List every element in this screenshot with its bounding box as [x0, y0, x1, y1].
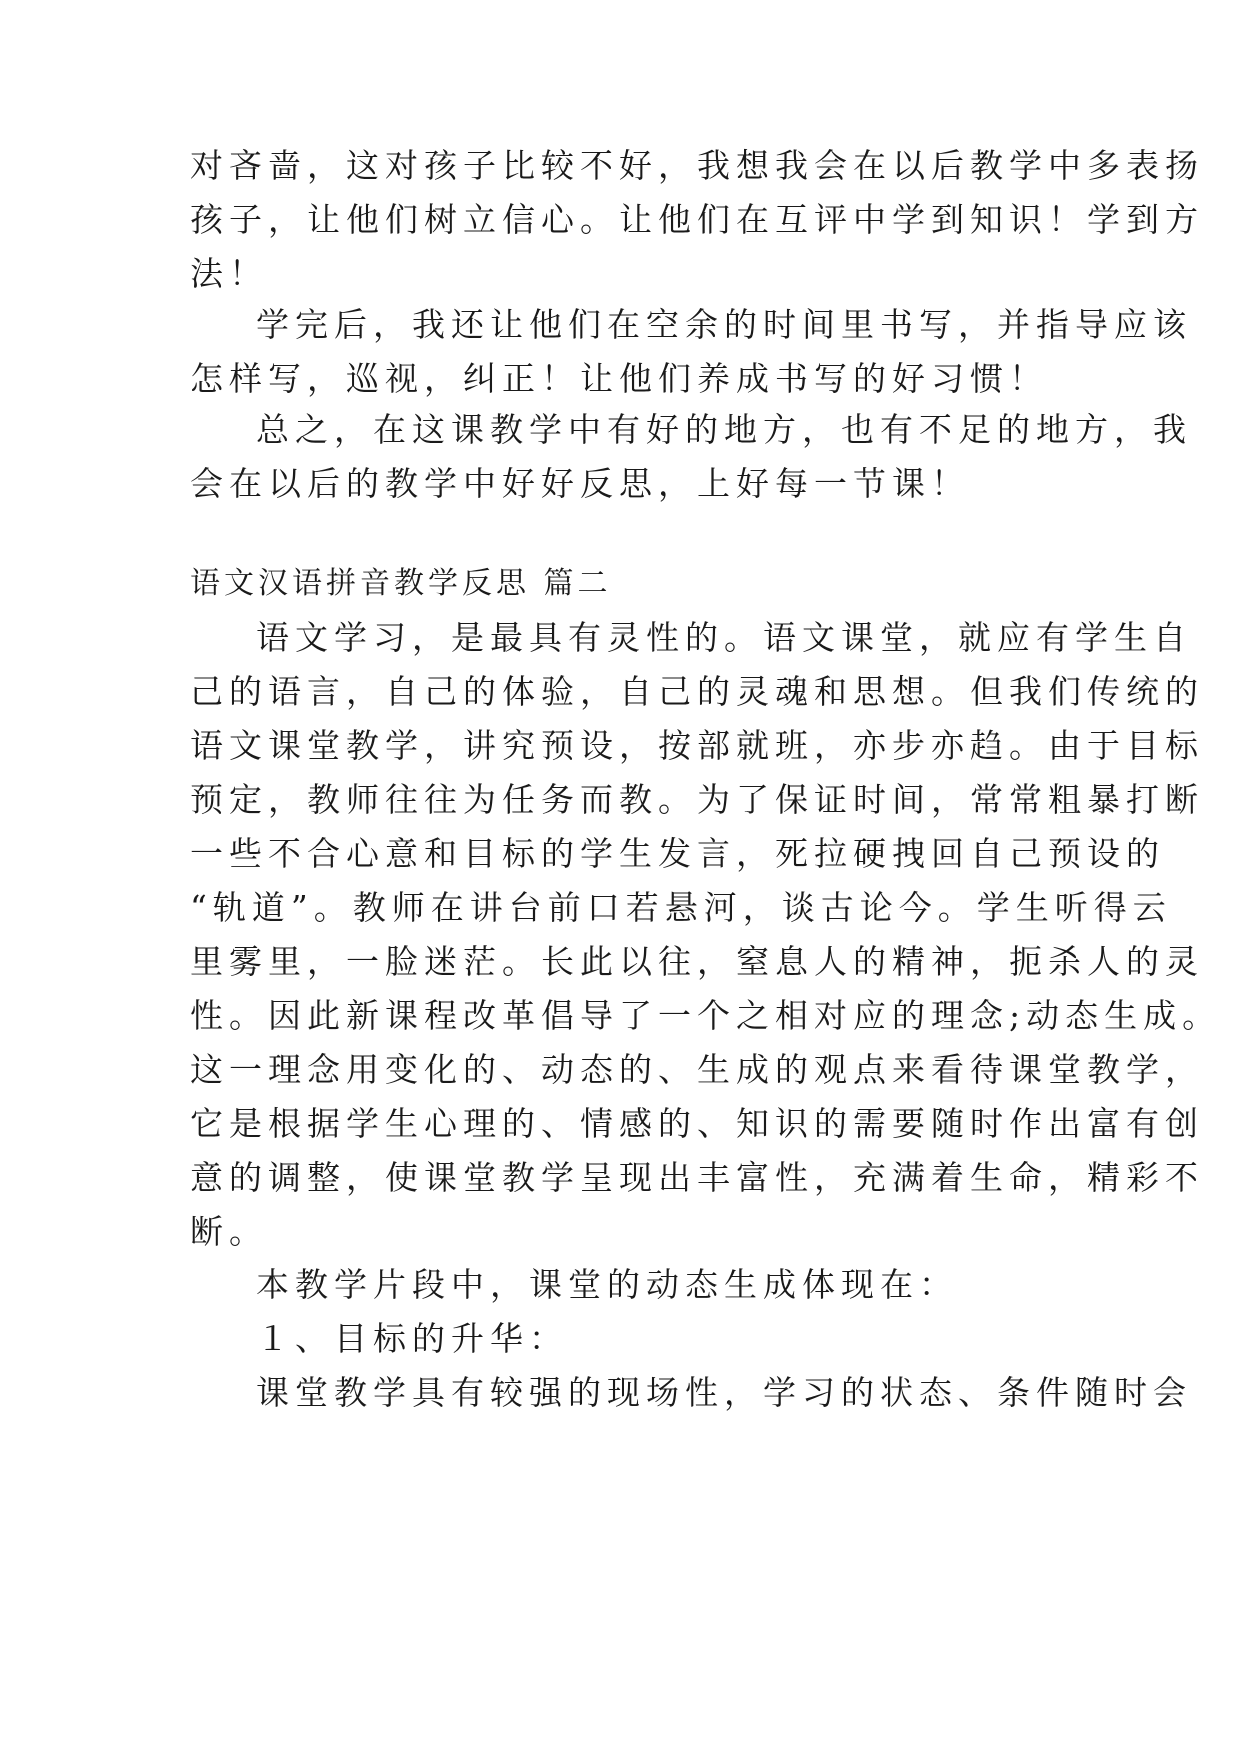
paragraph-line: 预定，教师往往为任务而教。为了保证时间，常常粗暴打断: [190, 780, 1204, 819]
paragraph-line: 会在以后的教学中好好反思，上好每一节课！: [190, 464, 970, 503]
paragraph-line: 语文课堂教学，讲究预设，按部就班，亦步亦趋。由于目标: [190, 726, 1204, 765]
section-heading: 语文汉语拼音教学反思 篇二: [190, 566, 612, 601]
paragraph-line: “轨道”。教师在讲台前口若悬河，谈古论今。学生听得云: [190, 888, 1172, 927]
paragraph-line: 它是根据学生心理的、情感的、知识的需要随时作出富有创: [190, 1104, 1204, 1143]
paragraph-line: 法！: [190, 254, 268, 293]
paragraph-line: 里雾里，一脸迷茫。长此以往，窒息人的精神，扼杀人的灵: [190, 942, 1204, 981]
paragraph-line: 本教学片段中，课堂的动态生成体现在：: [256, 1265, 958, 1304]
paragraph-line: 这一理念用变化的、动态的、生成的观点来看待课堂教学，: [190, 1050, 1204, 1089]
list-item: １、目标的升华：: [256, 1319, 568, 1358]
paragraph-line: 语文学习，是最具有灵性的。语文课堂，就应有学生自: [256, 618, 1192, 657]
paragraph-line: 课堂教学具有较强的现场性，学习的状态、条件随时会: [256, 1373, 1192, 1412]
paragraph-line: 怎样写，巡视，纠正！让他们养成书写的好习惯！: [190, 359, 1048, 398]
paragraph-line: 学完后，我还让他们在空余的时间里书写，并指导应该: [256, 305, 1192, 344]
paragraph-line: 己的语言，自己的体验，自己的灵魂和思想。但我们传统的: [190, 672, 1204, 711]
paragraph-line: 孩子，让他们树立信心。让他们在互评中学到知识！学到方: [190, 200, 1204, 239]
paragraph-line: 性。因此新课程改革倡导了一个之相对应的理念;动态生成。: [190, 996, 1222, 1035]
paragraph-line: 总之，在这课教学中有好的地方，也有不足的地方，我: [256, 410, 1192, 449]
paragraph-line: 意的调整，使课堂教学呈现出丰富性，充满着生命，精彩不: [190, 1158, 1204, 1197]
paragraph-line: 一些不合心意和目标的学生发言，死拉硬拽回自己预设的: [190, 834, 1165, 873]
paragraph-line: 对吝啬，这对孩子比较不好，我想我会在以后教学中多表扬: [190, 146, 1204, 185]
paragraph-line: 断。: [190, 1212, 268, 1251]
